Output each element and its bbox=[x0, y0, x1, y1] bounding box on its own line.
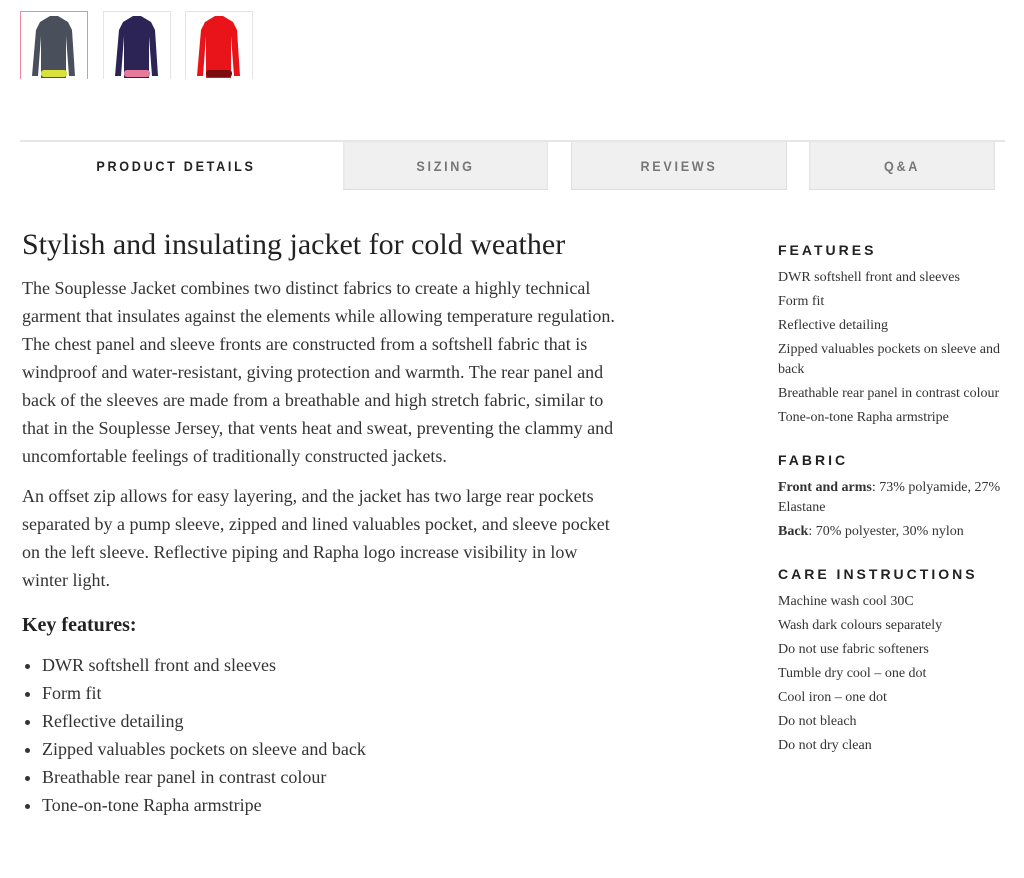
feature-item: Zipped valuables pockets on sleeve and back bbox=[778, 342, 1000, 377]
care-heading: CARE INSTRUCTIONS bbox=[778, 566, 978, 582]
tab-product-details[interactable]: PRODUCT DETAILS bbox=[36, 142, 317, 190]
jacket-image bbox=[196, 14, 242, 78]
jacket-image bbox=[31, 14, 77, 78]
description-paragraph: The Souplesse Jacket combines two distinct fabrics to create a highly technical garment that insulates against the elements while allowing temperature regulation. The chest panel and sleeve fronts are constructed from a softshell fabric that is windproof and water-resistant, giving protection and warmth. The rear panel and back of the sleeves are made from a breathable and high stretch fabric, similar to that in the Souplesse Jersey, that vents heat and sweat, preventing the clammy and uncomfortable feelings of traditionally constructed jackets. bbox=[22, 278, 615, 466]
fabric-label: Back bbox=[778, 524, 809, 539]
feature-item: DWR softshell front and sleeves bbox=[778, 270, 960, 285]
key-features-list bbox=[22, 651, 627, 819]
feature-item: Form fit bbox=[778, 294, 825, 309]
fabric-value: : 70% polyester, 30% nylon bbox=[808, 524, 964, 539]
key-feature-item: • Zipped valuables pockets on sleeve and back bbox=[42, 735, 627, 763]
key-features-heading: Key features: bbox=[22, 614, 137, 636]
thumbnail-navy-jacket[interactable] bbox=[103, 11, 171, 79]
care-item: Do not dry clean bbox=[778, 738, 872, 753]
tab-qa[interactable]: Q&A bbox=[809, 142, 994, 190]
thumbnail-grey-jacket[interactable] bbox=[20, 11, 88, 79]
tab-sizing[interactable]: SIZING bbox=[343, 142, 547, 190]
feature-item: Reflective detailing bbox=[778, 318, 889, 333]
fabric-heading: FABRIC bbox=[778, 452, 849, 468]
key-feature-item: • Reflective detailing bbox=[42, 707, 627, 735]
description-title: Stylish and insulating jacket for cold weather bbox=[22, 228, 566, 261]
key-feature-item: • Form fit bbox=[42, 679, 627, 707]
fabric-value: : 73% polyamide, 27% Elastane bbox=[778, 480, 1001, 515]
fabric-item bbox=[778, 478, 1013, 518]
features-heading: FEATURES bbox=[778, 242, 877, 258]
key-feature-item: • Breathable rear panel in contrast colour bbox=[42, 763, 627, 791]
care-item: Machine wash cool 30C bbox=[778, 594, 914, 609]
care-item: Cool iron – one dot bbox=[778, 690, 887, 705]
feature-item: Tone-on-tone Rapha armstripe bbox=[778, 410, 949, 425]
product-tabs bbox=[20, 140, 1005, 192]
care-item: Do not use fabric softeners bbox=[778, 642, 929, 657]
tab-reviews[interactable]: REVIEWS bbox=[571, 142, 787, 190]
jacket-image bbox=[114, 14, 160, 78]
care-item: Tumble dry cool – one dot bbox=[778, 666, 927, 681]
product-description bbox=[22, 228, 627, 819]
spec-sidebar bbox=[778, 242, 1013, 780]
fabric-label: Front and arms bbox=[778, 480, 872, 495]
key-feature-item: • Tone-on-tone Rapha armstripe bbox=[42, 791, 627, 819]
thumbnail-red-jacket[interactable] bbox=[185, 11, 253, 79]
care-item: Do not bleach bbox=[778, 714, 857, 729]
feature-item: Breathable rear panel in contrast colour bbox=[778, 386, 1000, 401]
key-feature-item: • DWR softshell front and sleeves bbox=[42, 651, 627, 679]
fabric-item bbox=[778, 522, 1013, 542]
care-item: Wash dark colours separately bbox=[778, 618, 943, 633]
description-paragraph: An offset zip allows for easy layering, and the jacket has two large rear pockets separated by a pump sleeve, zipped and lined valuables pocket, and sleeve pocket on the left sleeve. Reflective piping and Rapha logo increase visibility in low winter light. bbox=[22, 486, 610, 590]
